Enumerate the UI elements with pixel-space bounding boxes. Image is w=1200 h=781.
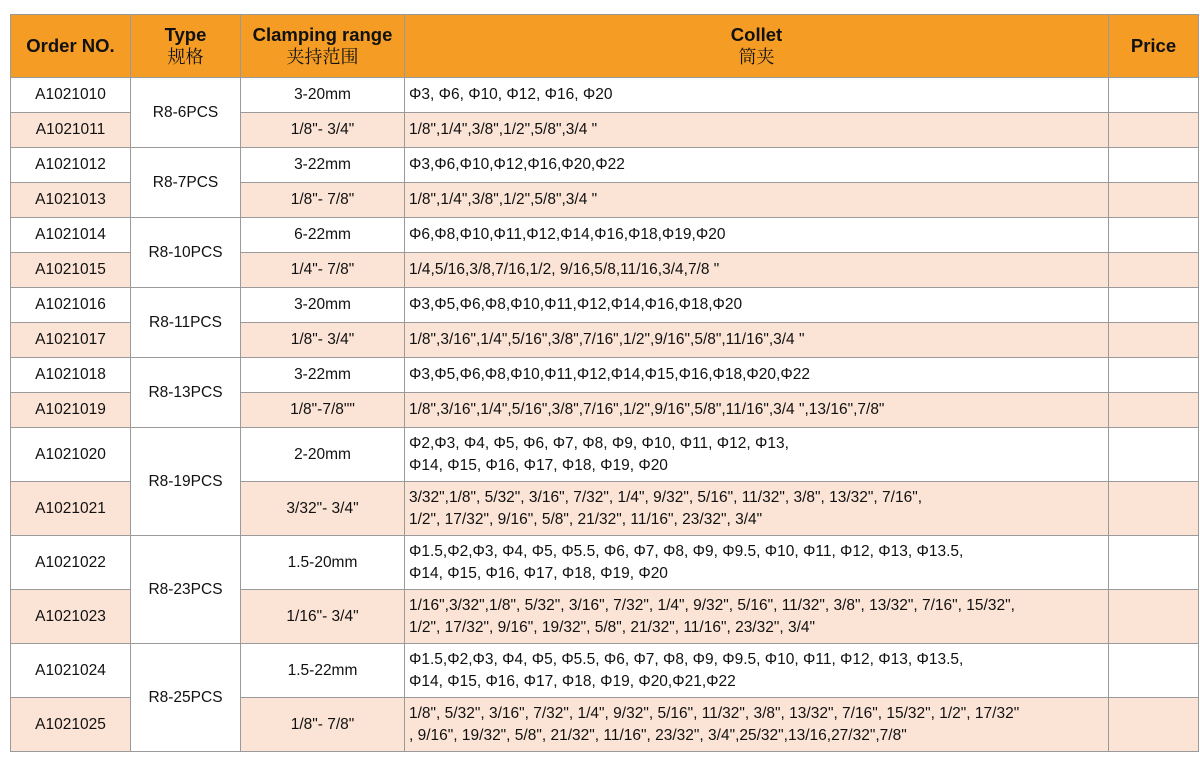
order-number-cell: A1021014 xyxy=(11,218,131,253)
collet-sizes-line: Φ14, Φ15, Φ16, Φ17, Φ18, Φ19, Φ20,Φ21,Φ22 xyxy=(409,672,736,690)
collet-sizes-line: Φ3, Φ6, Φ10, Φ12, Φ16, Φ20 xyxy=(409,86,613,103)
price-cell xyxy=(1109,358,1199,393)
collet-sizes-line: , 9/16", 19/32", 5/8", 21/32", 11/16", 23/32", 3/4",25/32",13/16,27/32",7/8" xyxy=(409,726,907,744)
collet-sizes-cell xyxy=(405,78,1109,113)
order-number-cell: A1021023 xyxy=(11,590,131,644)
header-order-label: Order NO. xyxy=(26,35,115,56)
table-row xyxy=(11,218,1199,253)
header-collet-cn: 筒夹 xyxy=(738,47,775,67)
clamping-range-cell: 1.5-20mm xyxy=(241,536,405,590)
price-cell xyxy=(1109,253,1199,288)
order-number-cell: A1021018 xyxy=(11,358,131,393)
price-cell xyxy=(1109,78,1199,113)
collet-sizes-cell xyxy=(405,393,1109,428)
collet-sizes-line: 1/8",3/16",1/4",5/16",3/8",7/16",1/2",9/16",5/8",11/16",3/4 " xyxy=(409,331,805,348)
collet-sizes-cell xyxy=(405,148,1109,183)
collet-sizes-line: 1/8", 5/32", 3/16", 7/32", 1/4", 9/32", 5/16", 11/32", 3/8", 13/32", 7/16", 15/32", 1/2", 17/32" xyxy=(409,704,1020,722)
collet-sizes-cell xyxy=(405,644,1109,698)
table-row xyxy=(11,536,1199,590)
order-number-cell: A1021021 xyxy=(11,482,131,536)
order-number-cell: A1021017 xyxy=(11,323,131,358)
collet-sizes-line: 1/2", 17/32", 9/16", 19/32", 5/8", 21/32", 11/16", 23/32", 3/4" xyxy=(409,618,816,636)
price-cell xyxy=(1109,428,1199,482)
clamping-range-cell: 3-20mm xyxy=(241,78,405,113)
clamping-range-cell: 1/8"- 3/4" xyxy=(241,323,405,358)
type-cell: R8-11PCS xyxy=(131,288,241,358)
collet-sizes-line: Φ14, Φ15, Φ16, Φ17, Φ18, Φ19, Φ20 xyxy=(409,456,668,474)
collet-sizes-line: Φ1.5,Φ2,Φ3, Φ4, Φ5, Φ5.5, Φ6, Φ7, Φ8, Φ9, Φ9.5, Φ10, Φ11, Φ12, Φ13, Φ13.5, xyxy=(409,650,964,668)
order-number-cell: A1021019 xyxy=(11,393,131,428)
collet-sizes-line: 1/8",1/4",3/8",1/2",5/8",3/4 " xyxy=(409,191,598,208)
price-cell xyxy=(1109,482,1199,536)
price-cell xyxy=(1109,393,1199,428)
clamping-range-cell: 1.5-22mm xyxy=(241,644,405,698)
collet-sizes-cell xyxy=(405,253,1109,288)
table-row xyxy=(11,78,1199,113)
collet-sizes-cell xyxy=(405,698,1109,752)
table-row xyxy=(11,288,1199,323)
type-cell: R8-6PCS xyxy=(131,78,241,148)
clamping-range-cell: 6-22mm xyxy=(241,218,405,253)
clamping-range-cell: 1/16"- 3/4" xyxy=(241,590,405,644)
price-cell xyxy=(1109,698,1199,752)
price-cell xyxy=(1109,288,1199,323)
collet-sizes-cell xyxy=(405,218,1109,253)
order-number-cell: A1021015 xyxy=(11,253,131,288)
collet-sizes-cell xyxy=(405,288,1109,323)
order-number-cell: A1021016 xyxy=(11,288,131,323)
header-collet-label: Collet xyxy=(730,24,783,45)
clamping-range-cell: 1/8"- 3/4" xyxy=(241,113,405,148)
clamping-range-cell: 2-20mm xyxy=(241,428,405,482)
header-type-label: Type xyxy=(164,24,207,45)
price-cell xyxy=(1109,590,1199,644)
price-cell xyxy=(1109,148,1199,183)
collet-sizes-line: Φ3,Φ5,Φ6,Φ8,Φ10,Φ11,Φ12,Φ14,Φ16,Φ18,Φ20 xyxy=(409,296,743,313)
table-row xyxy=(11,148,1199,183)
order-number-cell: A1021025 xyxy=(11,698,131,752)
collet-sizes-line: Φ2,Φ3, Φ4, Φ5, Φ6, Φ7, Φ8, Φ9, Φ10, Φ11, Φ12, Φ13, xyxy=(409,434,789,452)
type-cell: R8-13PCS xyxy=(131,358,241,428)
collet-set-table xyxy=(10,14,1199,752)
collet-sizes-line: 1/16",3/32",1/8", 5/32", 3/16", 7/32", 1/4", 9/32", 5/16", 11/32", 3/8", 13/32", 7/16", 15/32", xyxy=(409,596,1015,614)
collet-sizes-line: Φ6,Φ8,Φ10,Φ11,Φ12,Φ14,Φ16,Φ18,Φ19,Φ20 xyxy=(409,226,726,243)
header-range xyxy=(241,15,405,78)
header-order xyxy=(11,15,131,78)
collet-sizes-cell xyxy=(405,428,1109,482)
header-collet xyxy=(405,15,1109,78)
header-range-cn: 夹持范围 xyxy=(286,47,359,67)
price-cell xyxy=(1109,113,1199,148)
collet-sizes-cell xyxy=(405,358,1109,393)
collet-sizes-line: 3/32",1/8", 5/32", 3/16", 7/32", 1/4", 9/32", 5/16", 11/32", 3/8", 13/32", 7/16", xyxy=(409,488,923,506)
header-range-label: Clamping range xyxy=(252,24,393,45)
order-number-cell: A1021010 xyxy=(11,78,131,113)
header-price-label: Price xyxy=(1130,35,1177,56)
clamping-range-cell: 1/4"- 7/8" xyxy=(241,253,405,288)
collet-sizes-cell xyxy=(405,113,1109,148)
type-cell: R8-25PCS xyxy=(131,644,241,752)
table-row xyxy=(11,428,1199,482)
price-cell xyxy=(1109,536,1199,590)
collet-sizes-cell xyxy=(405,590,1109,644)
header-type-cn: 规格 xyxy=(167,47,204,67)
header-price xyxy=(1109,15,1199,78)
price-cell xyxy=(1109,323,1199,358)
header-type xyxy=(131,15,241,78)
clamping-range-cell: 3-22mm xyxy=(241,148,405,183)
order-number-cell: A1021012 xyxy=(11,148,131,183)
clamping-range-cell: 1/8"-7/8"" xyxy=(241,393,405,428)
price-cell xyxy=(1109,218,1199,253)
collet-sizes-cell xyxy=(405,183,1109,218)
collet-sizes-line: 1/8",1/4",3/8",1/2",5/8",3/4 " xyxy=(409,121,598,138)
order-number-cell: A1021024 xyxy=(11,644,131,698)
price-table-container xyxy=(10,14,1199,752)
collet-sizes-line: 1/2", 17/32", 9/16", 5/8", 21/32", 11/16", 23/32", 3/4" xyxy=(409,510,763,528)
collet-sizes-line: 1/8",3/16",1/4",5/16",3/8",7/16",1/2",9/16",5/8",11/16",3/4 ",13/16",7/8" xyxy=(409,401,885,418)
collet-sizes-line: Φ3,Φ5,Φ6,Φ8,Φ10,Φ11,Φ12,Φ14,Φ15,Φ16,Φ18,Φ20,Φ22 xyxy=(409,366,810,383)
table-row xyxy=(11,644,1199,698)
order-number-cell: A1021020 xyxy=(11,428,131,482)
type-cell: R8-10PCS xyxy=(131,218,241,288)
collet-sizes-line: Φ14, Φ15, Φ16, Φ17, Φ18, Φ19, Φ20 xyxy=(409,564,668,582)
type-cell: R8-19PCS xyxy=(131,428,241,536)
collet-sizes-line: Φ1.5,Φ2,Φ3, Φ4, Φ5, Φ5.5, Φ6, Φ7, Φ8, Φ9, Φ9.5, Φ10, Φ11, Φ12, Φ13, Φ13.5, xyxy=(409,542,964,560)
order-number-cell: A1021022 xyxy=(11,536,131,590)
collet-sizes-cell xyxy=(405,536,1109,590)
type-cell: R8-7PCS xyxy=(131,148,241,218)
order-number-cell: A1021011 xyxy=(11,113,131,148)
collet-sizes-cell xyxy=(405,323,1109,358)
type-cell: R8-23PCS xyxy=(131,536,241,644)
price-cell xyxy=(1109,644,1199,698)
order-number-cell: A1021013 xyxy=(11,183,131,218)
clamping-range-cell: 3-20mm xyxy=(241,288,405,323)
clamping-range-cell: 3-22mm xyxy=(241,358,405,393)
clamping-range-cell: 3/32"- 3/4" xyxy=(241,482,405,536)
price-cell xyxy=(1109,183,1199,218)
table-row xyxy=(11,358,1199,393)
collet-sizes-line: Φ3,Φ6,Φ10,Φ12,Φ16,Φ20,Φ22 xyxy=(409,156,625,173)
header-row xyxy=(11,15,1199,78)
collet-sizes-cell xyxy=(405,482,1109,536)
clamping-range-cell: 1/8"- 7/8" xyxy=(241,698,405,752)
collet-sizes-line: 1/4,5/16,3/8,7/16,1/2, 9/16,5/8,11/16,3/4,7/8 " xyxy=(409,261,720,278)
clamping-range-cell: 1/8"- 7/8" xyxy=(241,183,405,218)
table-body xyxy=(11,78,1199,752)
